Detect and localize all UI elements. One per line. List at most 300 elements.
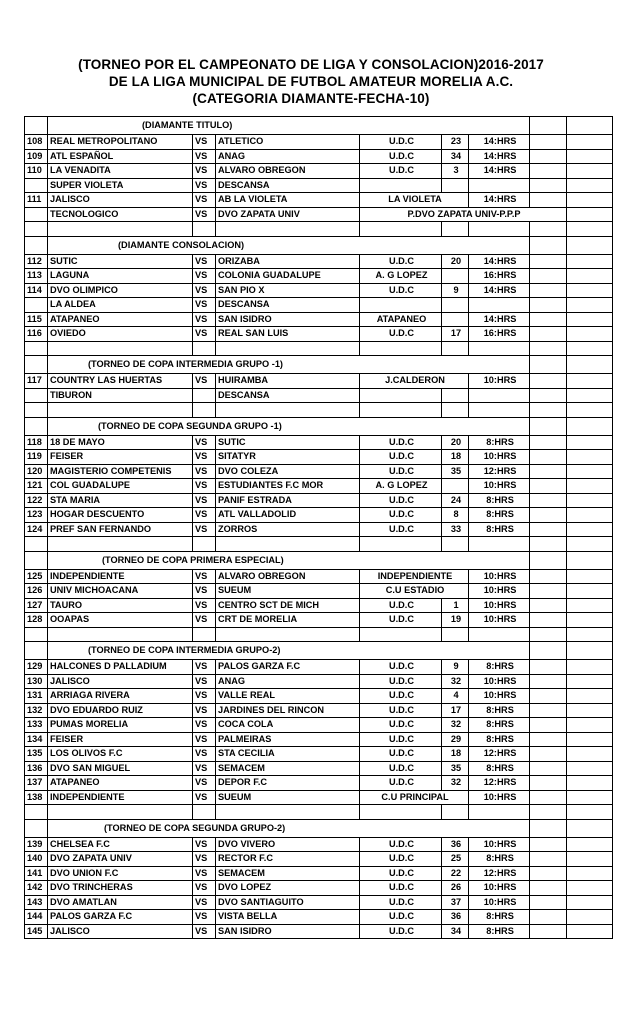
venue: U.D.C — [360, 598, 442, 613]
vs-label: VS — [193, 464, 216, 479]
table-row — [25, 178, 613, 193]
away-team: RECTOR F.C — [216, 852, 360, 867]
table-row — [25, 135, 613, 150]
match-time: 10:HRS — [469, 374, 530, 389]
match-time: 14:HRS — [469, 254, 530, 269]
match-number: 132 — [25, 703, 48, 718]
match-number: 119 — [25, 450, 48, 465]
empty-cell — [530, 298, 567, 313]
empty-cell — [530, 435, 567, 450]
empty-cell — [530, 327, 567, 342]
blank-row — [25, 403, 613, 418]
empty-cell — [216, 222, 360, 237]
match-number: 111 — [25, 193, 48, 208]
match-number: 124 — [25, 522, 48, 537]
empty-cell — [442, 805, 469, 820]
empty-cell — [567, 732, 613, 747]
match-number: 115 — [25, 312, 48, 327]
empty-cell — [567, 569, 613, 584]
match-time: 14:HRS — [469, 135, 530, 150]
table-row — [25, 569, 613, 584]
empty-cell — [48, 341, 193, 356]
empty-cell — [530, 598, 567, 613]
venue: U.D.C — [360, 776, 442, 791]
empty-cell — [567, 388, 613, 403]
field-number — [442, 178, 469, 193]
table-row — [25, 149, 613, 164]
vs-label: VS — [193, 508, 216, 523]
away-team: ANAG — [216, 674, 360, 689]
field-number: 3 — [442, 164, 469, 179]
blank-row — [25, 537, 613, 552]
home-team: INDEPENDIENTE — [48, 790, 193, 805]
empty-cell — [530, 135, 567, 150]
field-number: 23 — [442, 135, 469, 150]
empty-cell — [567, 747, 613, 762]
match-number: 112 — [25, 254, 48, 269]
away-team: DEPOR F.C — [216, 776, 360, 791]
blank-row — [25, 805, 613, 820]
match-number: 139 — [25, 837, 48, 852]
empty-cell — [469, 627, 530, 642]
row-num-cell — [25, 551, 48, 569]
table-row — [25, 852, 613, 867]
vs-label: VS — [193, 207, 216, 222]
venue: C.U ESTADIO — [360, 584, 469, 599]
home-team: COL GUADALUPE — [48, 479, 193, 494]
away-team: ESTUDIANTES F.C MOR — [216, 479, 360, 494]
home-team: HOGAR DESCUENTO — [48, 508, 193, 523]
empty-cell — [530, 584, 567, 599]
match-number — [25, 298, 48, 313]
empty-cell — [530, 613, 567, 628]
row-num-cell — [25, 356, 48, 374]
empty-cell — [567, 642, 613, 660]
vs-label: VS — [193, 866, 216, 881]
empty-cell — [530, 551, 567, 569]
blank-row — [25, 627, 613, 642]
empty-cell — [567, 819, 613, 837]
table-row — [25, 254, 613, 269]
empty-cell — [567, 283, 613, 298]
empty-cell — [530, 790, 567, 805]
venue: U.D.C — [360, 450, 442, 465]
match-time: 10:HRS — [469, 569, 530, 584]
empty-cell — [530, 374, 567, 389]
vs-label: VS — [193, 660, 216, 675]
empty-cell — [530, 312, 567, 327]
empty-cell — [530, 537, 567, 552]
home-team: 18 DE MAYO — [48, 435, 193, 450]
away-team: SUEUM — [216, 790, 360, 805]
field-number: 18 — [442, 747, 469, 762]
match-number: 109 — [25, 149, 48, 164]
empty-cell — [567, 193, 613, 208]
home-team: ARRIAGA RIVERA — [48, 689, 193, 704]
home-team: PALOS GARZA F.C — [48, 910, 193, 925]
section-title: (TORNEO DE COPA SEGUNDA GRUPO -1) — [48, 417, 530, 435]
section-header-row — [25, 642, 613, 660]
empty-cell — [567, 374, 613, 389]
away-team: PANIF ESTRADA — [216, 493, 360, 508]
home-team: LOS OLIVOS F.C — [48, 747, 193, 762]
table-row — [25, 790, 613, 805]
away-team: DESCANSA — [216, 298, 360, 313]
field-number: 32 — [442, 674, 469, 689]
match-time: 12:HRS — [469, 776, 530, 791]
empty-cell — [567, 356, 613, 374]
empty-cell — [25, 537, 48, 552]
table-row — [25, 910, 613, 925]
match-number: 133 — [25, 718, 48, 733]
match-number: 108 — [25, 135, 48, 150]
vs-label: VS — [193, 178, 216, 193]
empty-cell — [530, 117, 567, 135]
away-team: REAL SAN LUIS — [216, 327, 360, 342]
vs-label: VS — [193, 790, 216, 805]
empty-cell — [567, 464, 613, 479]
empty-cell — [530, 819, 567, 837]
field-number: 33 — [442, 522, 469, 537]
empty-cell — [530, 924, 567, 939]
table-row — [25, 837, 613, 852]
field-number: 32 — [442, 718, 469, 733]
home-team: DVO OLIMPICO — [48, 283, 193, 298]
venue: U.D.C — [360, 435, 442, 450]
section-title: (DIAMANTE TITULO) — [48, 117, 530, 135]
venue: U.D.C — [360, 254, 442, 269]
empty-cell — [193, 222, 216, 237]
away-team: VISTA BELLA — [216, 910, 360, 925]
venue: U.D.C — [360, 881, 442, 896]
table-row — [25, 464, 613, 479]
empty-cell — [193, 341, 216, 356]
match-time: 8:HRS — [469, 732, 530, 747]
empty-cell — [530, 910, 567, 925]
home-team: DVO ZAPATA UNIV — [48, 852, 193, 867]
home-team: TAURO — [48, 598, 193, 613]
home-team: ATAPANEO — [48, 776, 193, 791]
match-time: 14:HRS — [469, 164, 530, 179]
venue — [360, 388, 442, 403]
vs-label: VS — [193, 732, 216, 747]
away-team: DESCANSA — [216, 388, 360, 403]
row-num-cell — [25, 642, 48, 660]
away-team: HUIRAMBA — [216, 374, 360, 389]
match-number: 117 — [25, 374, 48, 389]
match-time: 10:HRS — [469, 450, 530, 465]
row-num-cell — [25, 417, 48, 435]
table-row — [25, 327, 613, 342]
table-row — [25, 613, 613, 628]
empty-cell — [567, 312, 613, 327]
match-time: 12:HRS — [469, 464, 530, 479]
home-team: OVIEDO — [48, 327, 193, 342]
vs-label: VS — [193, 852, 216, 867]
vs-label: VS — [193, 479, 216, 494]
empty-cell — [530, 164, 567, 179]
empty-cell — [530, 356, 567, 374]
header-line-3: (CATEGORIA DIAMANTE-FECHA-10) — [192, 91, 430, 106]
away-team: JARDINES DEL RINCON — [216, 703, 360, 718]
table-row — [25, 660, 613, 675]
field-number: 19 — [442, 613, 469, 628]
venue: U.D.C — [360, 689, 442, 704]
match-time: 8:HRS — [469, 493, 530, 508]
match-time — [469, 178, 530, 193]
section-title: (TORNEO DE COPA INTERMEDIA GRUPO-2) — [48, 642, 530, 660]
vs-label: VS — [193, 254, 216, 269]
venue: U.D.C — [360, 327, 442, 342]
away-team: SAN PIO X — [216, 283, 360, 298]
vs-label: VS — [193, 837, 216, 852]
empty-cell — [530, 776, 567, 791]
field-number: 25 — [442, 852, 469, 867]
vs-label: VS — [193, 910, 216, 925]
home-team: TECNOLOGICO — [48, 207, 193, 222]
vs-label: VS — [193, 193, 216, 208]
venue: LA VIOLETA — [360, 193, 469, 208]
empty-cell — [530, 479, 567, 494]
empty-cell — [567, 508, 613, 523]
field-number: 36 — [442, 837, 469, 852]
vs-label: VS — [193, 674, 216, 689]
venue: U.D.C — [360, 613, 442, 628]
empty-cell — [530, 450, 567, 465]
empty-cell — [442, 341, 469, 356]
empty-cell — [530, 703, 567, 718]
match-time: 8:HRS — [469, 910, 530, 925]
venue: J.CALDERON — [360, 374, 469, 389]
empty-cell — [442, 627, 469, 642]
field-number: 36 — [442, 910, 469, 925]
match-time: 8:HRS — [469, 703, 530, 718]
empty-cell — [48, 222, 193, 237]
empty-cell — [567, 269, 613, 284]
match-number: 114 — [25, 283, 48, 298]
venue: U.D.C — [360, 464, 442, 479]
vs-label: VS — [193, 374, 216, 389]
match-time: 8:HRS — [469, 435, 530, 450]
away-team: SEMACEM — [216, 761, 360, 776]
empty-cell — [193, 403, 216, 418]
away-team: SEMACEM — [216, 866, 360, 881]
field-number: 34 — [442, 924, 469, 939]
vs-label: VS — [193, 924, 216, 939]
table-row — [25, 269, 613, 284]
match-time: 8:HRS — [469, 522, 530, 537]
table-row — [25, 479, 613, 494]
empty-cell — [530, 403, 567, 418]
match-number: 129 — [25, 660, 48, 675]
table-row — [25, 388, 613, 403]
home-team: JALISCO — [48, 924, 193, 939]
empty-cell — [360, 222, 442, 237]
row-num-cell — [25, 117, 48, 135]
table-row — [25, 718, 613, 733]
empty-cell — [530, 493, 567, 508]
home-team: PREF SAN FERNANDO — [48, 522, 193, 537]
empty-cell — [567, 598, 613, 613]
table-row — [25, 776, 613, 791]
away-team: ALVARO OBREGON — [216, 569, 360, 584]
empty-cell — [530, 881, 567, 896]
field-number: 4 — [442, 689, 469, 704]
venue: U.D.C — [360, 508, 442, 523]
table-row — [25, 283, 613, 298]
empty-cell — [48, 805, 193, 820]
table-row — [25, 522, 613, 537]
match-number: 141 — [25, 866, 48, 881]
home-team: DVO TRINCHERAS — [48, 881, 193, 896]
away-team: STA CECILIA — [216, 747, 360, 762]
header-line-1: (TORNEO POR EL CAMPEONATO DE LIGA Y CONSOLACION)2016-2017 — [78, 57, 544, 72]
empty-cell — [530, 341, 567, 356]
field-number — [442, 388, 469, 403]
field-number: 26 — [442, 881, 469, 896]
table-row — [25, 866, 613, 881]
empty-cell — [530, 222, 567, 237]
vs-label: VS — [193, 598, 216, 613]
empty-cell — [530, 283, 567, 298]
match-note: P.DVO ZAPATA UNIV-P.P.P — [360, 207, 567, 222]
away-team: SAN ISIDRO — [216, 924, 360, 939]
home-team: DVO AMATLAN — [48, 895, 193, 910]
vs-label: VS — [193, 450, 216, 465]
table-row — [25, 732, 613, 747]
match-time — [469, 298, 530, 313]
home-team: LA VENADITA — [48, 164, 193, 179]
home-team: REAL METROPOLITANO — [48, 135, 193, 150]
vs-label: VS — [193, 435, 216, 450]
home-team: DVO SAN MIGUEL — [48, 761, 193, 776]
empty-cell — [530, 178, 567, 193]
away-team: SUTIC — [216, 435, 360, 450]
field-number: 9 — [442, 660, 469, 675]
away-team: ATLETICO — [216, 135, 360, 150]
venue: U.D.C — [360, 149, 442, 164]
field-number: 20 — [442, 435, 469, 450]
section-title: (TORNEO DE COPA INTERMEDIA GRUPO -1) — [48, 356, 530, 374]
away-team: DESCANSA — [216, 178, 360, 193]
table-row — [25, 703, 613, 718]
empty-cell — [567, 149, 613, 164]
venue: U.D.C — [360, 732, 442, 747]
vs-label: VS — [193, 703, 216, 718]
home-team: JALISCO — [48, 674, 193, 689]
empty-cell — [567, 117, 613, 135]
match-time: 10:HRS — [469, 689, 530, 704]
empty-cell — [567, 537, 613, 552]
empty-cell — [567, 837, 613, 852]
field-number: 9 — [442, 283, 469, 298]
venue: U.D.C — [360, 910, 442, 925]
away-team: CENTRO SCT DE MICH — [216, 598, 360, 613]
away-team: DVO LOPEZ — [216, 881, 360, 896]
match-time: 10:HRS — [469, 598, 530, 613]
empty-cell — [567, 584, 613, 599]
match-time: 14:HRS — [469, 283, 530, 298]
row-num-cell — [25, 819, 48, 837]
match-time: 16:HRS — [469, 327, 530, 342]
match-number: 140 — [25, 852, 48, 867]
home-team: COUNTRY LAS HUERTAS — [48, 374, 193, 389]
table-row — [25, 761, 613, 776]
home-team: SUTIC — [48, 254, 193, 269]
field-number: 22 — [442, 866, 469, 881]
empty-cell — [567, 450, 613, 465]
field-number: 24 — [442, 493, 469, 508]
empty-cell — [360, 403, 442, 418]
venue: U.D.C — [360, 703, 442, 718]
home-team: ATL ESPAÑOL — [48, 149, 193, 164]
empty-cell — [567, 522, 613, 537]
vs-label: VS — [193, 312, 216, 327]
away-team: CRT DE MORELIA — [216, 613, 360, 628]
field-number: 18 — [442, 450, 469, 465]
match-number — [25, 178, 48, 193]
empty-cell — [193, 805, 216, 820]
table-row — [25, 312, 613, 327]
empty-cell — [530, 732, 567, 747]
vs-label: VS — [193, 569, 216, 584]
match-number: 144 — [25, 910, 48, 925]
away-team: VALLE REAL — [216, 689, 360, 704]
field-number: 8 — [442, 508, 469, 523]
empty-cell — [193, 537, 216, 552]
away-team: COCA COLA — [216, 718, 360, 733]
empty-cell — [530, 642, 567, 660]
venue: A. G LOPEZ — [360, 269, 442, 284]
match-time: 10:HRS — [469, 881, 530, 896]
match-number: 121 — [25, 479, 48, 494]
section-title: (TORNEO DE COPA SEGUNDA GRUPO-2) — [48, 819, 530, 837]
empty-cell — [567, 493, 613, 508]
empty-cell — [567, 222, 613, 237]
match-time: 10:HRS — [469, 674, 530, 689]
match-time: 16:HRS — [469, 269, 530, 284]
empty-cell — [25, 627, 48, 642]
match-number: 126 — [25, 584, 48, 599]
empty-cell — [567, 689, 613, 704]
blank-row — [25, 341, 613, 356]
vs-label: VS — [193, 613, 216, 628]
table-row — [25, 450, 613, 465]
match-number: 130 — [25, 674, 48, 689]
table-row — [25, 598, 613, 613]
match-number: 123 — [25, 508, 48, 523]
empty-cell — [360, 805, 442, 820]
venue: C.U PRINCIPAL — [360, 790, 469, 805]
home-team: MAGISTERIO COMPETENIS — [48, 464, 193, 479]
match-number — [25, 207, 48, 222]
venue: U.D.C — [360, 895, 442, 910]
match-time: 10:HRS — [469, 837, 530, 852]
empty-cell — [567, 881, 613, 896]
empty-cell — [567, 479, 613, 494]
away-team: DVO COLEZA — [216, 464, 360, 479]
empty-cell — [567, 805, 613, 820]
empty-cell — [530, 674, 567, 689]
match-time — [469, 388, 530, 403]
empty-cell — [567, 341, 613, 356]
table-row — [25, 895, 613, 910]
field-number — [442, 298, 469, 313]
empty-cell — [567, 790, 613, 805]
away-team: PALMEIRAS — [216, 732, 360, 747]
vs-label: VS — [193, 269, 216, 284]
away-team: SITATYR — [216, 450, 360, 465]
